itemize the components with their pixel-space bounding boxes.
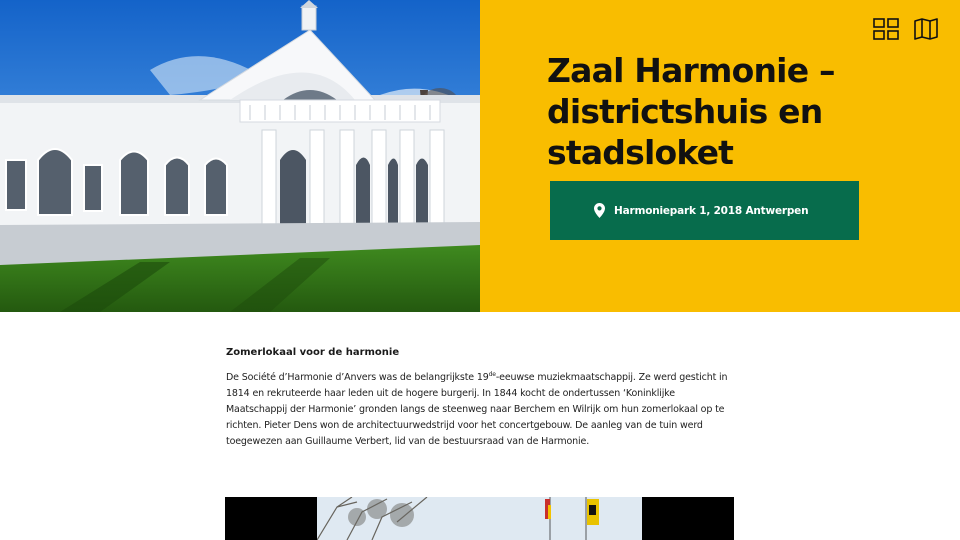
hero-photo: [0, 0, 480, 312]
page-title: Zaal Harmonie – districtshuis en stadsloket: [547, 51, 835, 172]
grid-icon[interactable]: [872, 16, 900, 42]
ordinal-superscript: de: [488, 370, 496, 378]
article-photo: [317, 497, 642, 540]
paragraph-start: De Société d’Harmonie d’Anvers was de belangrijkste 19: [226, 372, 489, 383]
view-toggle-group: [872, 16, 940, 42]
section-heading: Zomerlokaal voor de harmonie: [226, 347, 400, 358]
article-content: [226, 347, 736, 450]
title-panel: [480, 0, 960, 312]
map-icon[interactable]: [912, 16, 940, 42]
address-button[interactable]: [550, 181, 859, 240]
address-text: Harmoniepark 1, 2018 Antwerpen: [614, 204, 809, 217]
article-image: [225, 497, 734, 540]
location-pin-icon: [594, 202, 608, 220]
paragraph-rest: -eeuwse muziekmaatschappij. Ze werd gesticht in 1814 en rekruteerde haar leden uit de hogere burgerij. In 1844 kocht de ondertussen ‘Koninklijke Maatschappij der Harmonie’ gronden langs de steenweg naar Berchem en Wilrijk om hun zomerlokaal op te richten. Pieter Dens won de architectuurwedstrijd voor het concertgebouw. De aanleg van de tuin werd toegewezen aan Guillaume Verbert, lid van de bestuursraad van de Harmonie.: [226, 372, 728, 447]
article-paragraph: [226, 370, 736, 450]
